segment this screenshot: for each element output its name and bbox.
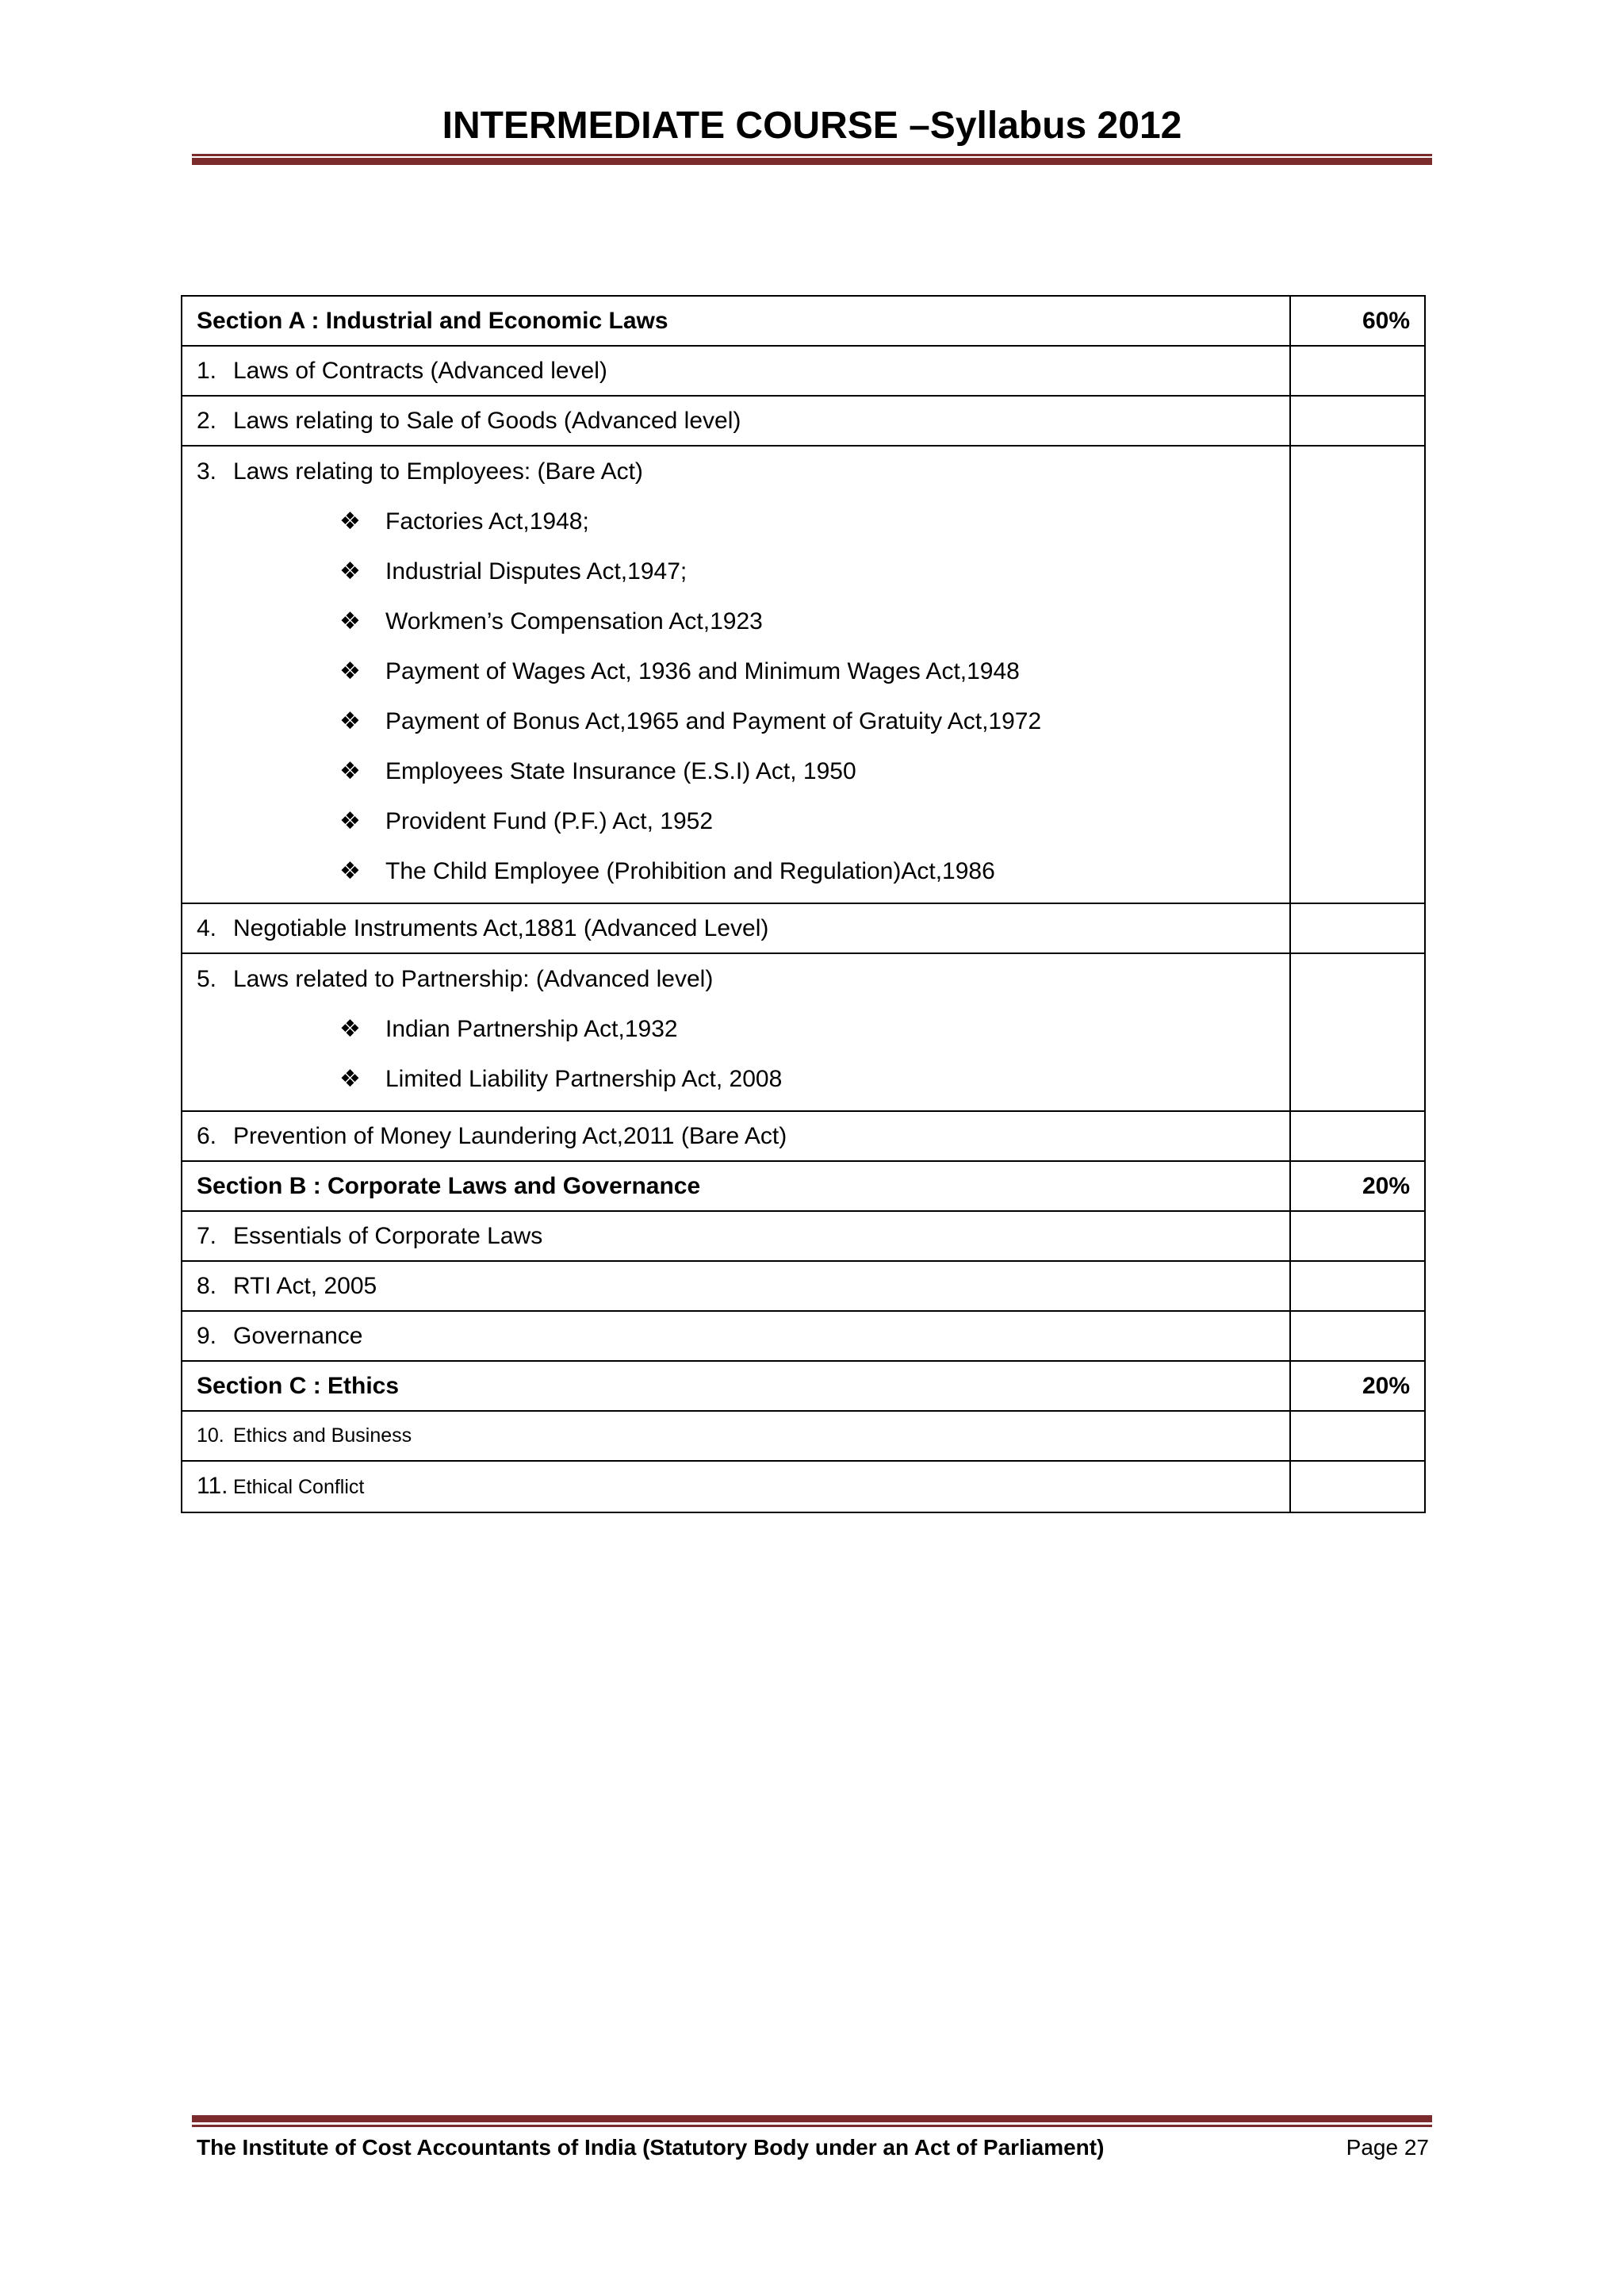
syllabus-item-row: [182, 1111, 1425, 1161]
bullet-item: [339, 846, 1275, 896]
diamond-bullet-icon: ❖: [339, 508, 361, 535]
bullet-text: Employees State Insurance (E.S.I) Act, 1950: [385, 758, 856, 784]
diamond-bullet-icon: ❖: [339, 608, 361, 634]
weight-cell: [1290, 346, 1425, 396]
item-text: Negotiable Instruments Act,1881 (Advanced Level): [233, 915, 769, 941]
syllabus-item-row: [182, 1411, 1425, 1461]
section-b-weight: 20%: [1290, 1161, 1425, 1211]
weight-cell: [1290, 446, 1425, 903]
diamond-bullet-icon: ❖: [339, 858, 361, 884]
bullet-text: Indian Partnership Act,1932: [385, 1016, 678, 1042]
weight-cell: [1290, 953, 1425, 1111]
item-number: 4.: [197, 915, 217, 941]
diamond-bullet-icon: ❖: [339, 1016, 361, 1042]
bullet-item: [339, 796, 1275, 846]
diamond-bullet-icon: ❖: [339, 808, 361, 834]
bullet-list: [197, 496, 1275, 896]
bullet-text: Factories Act,1948;: [385, 508, 589, 535]
bullet-item: [339, 546, 1275, 596]
syllabus-item: [182, 346, 1290, 396]
syllabus-item-row: [182, 1461, 1425, 1512]
section-c-title: Section C : Ethics: [182, 1361, 1290, 1411]
weight-cell: [1290, 1311, 1425, 1361]
item-number: 5.: [197, 966, 217, 992]
bullet-item: [339, 496, 1275, 546]
syllabus-table: [181, 295, 1426, 1513]
bullet-item: [339, 1004, 1275, 1054]
item-number: 11.: [197, 1473, 228, 1499]
header-rule-thick: [192, 158, 1432, 165]
syllabus-item: [182, 1411, 1290, 1461]
item-number: 7.: [197, 1223, 217, 1249]
bullet-text: Provident Fund (P.F.) Act, 1952: [385, 808, 714, 834]
item-text: Laws relating to Sale of Goods (Advanced level): [233, 408, 741, 434]
item-number: 9.: [197, 1323, 217, 1349]
section-b-title: Section B : Corporate Laws and Governance: [182, 1161, 1290, 1211]
syllabus-item: [182, 1261, 1290, 1311]
item-number: 2.: [197, 408, 217, 434]
syllabus-item-row: [182, 446, 1425, 903]
item-text: Essentials of Corporate Laws: [233, 1223, 543, 1249]
item-text: Ethical Conflict: [233, 1476, 365, 1498]
bullet-text: Payment of Bonus Act,1965 and Payment of Gratuity Act,1972: [385, 708, 1042, 734]
bullet-item: [339, 596, 1275, 646]
diamond-bullet-icon: ❖: [339, 658, 361, 684]
syllabus-item-row: [182, 1211, 1425, 1261]
item-text: Laws relating to Employees: (Bare Act): [233, 458, 643, 485]
bullet-item: [339, 1054, 1275, 1104]
syllabus-item-row: [182, 346, 1425, 396]
syllabus-item: [182, 953, 1290, 1111]
diamond-bullet-icon: ❖: [339, 758, 361, 784]
section-a-title: Section A : Industrial and Economic Laws: [182, 296, 1290, 346]
bullet-text: Limited Liability Partnership Act, 2008: [385, 1066, 783, 1092]
section-c-row: [182, 1361, 1425, 1411]
weight-cell: [1290, 1411, 1425, 1461]
weight-cell: [1290, 1111, 1425, 1161]
weight-cell: [1290, 1211, 1425, 1261]
item-text: Governance: [233, 1323, 363, 1349]
syllabus-item-row: [182, 953, 1425, 1111]
syllabus-item: [182, 396, 1290, 446]
header-rule-thin: [192, 154, 1432, 156]
diamond-bullet-icon: ❖: [339, 558, 361, 585]
bullet-item: [339, 646, 1275, 696]
syllabus-item: [182, 903, 1290, 953]
weight-cell: [1290, 1261, 1425, 1311]
syllabus-item-row: [182, 1311, 1425, 1361]
bullet-text: The Child Employee (Prohibition and Regulation)Act,1986: [385, 858, 995, 884]
page-number: Page 27: [1346, 2135, 1429, 2160]
section-a-row: [182, 296, 1425, 346]
item-text: Laws of Contracts (Advanced level): [233, 358, 607, 384]
section-b-row: [182, 1161, 1425, 1211]
item-text: RTI Act, 2005: [233, 1273, 377, 1299]
item-number: 10.: [197, 1424, 224, 1447]
item-number: 6.: [197, 1123, 217, 1149]
syllabus-item: [182, 1211, 1290, 1261]
bullet-text: Workmen’s Compensation Act,1923: [385, 608, 763, 634]
section-c-weight: 20%: [1290, 1361, 1425, 1411]
weight-cell: [1290, 1461, 1425, 1512]
syllabus-item-row: [182, 903, 1425, 953]
bullet-text: Payment of Wages Act, 1936 and Minimum Wages Act,1948: [385, 658, 1020, 684]
item-number: 3.: [197, 458, 217, 485]
syllabus-item-row: [182, 1261, 1425, 1311]
syllabus-item: [182, 1461, 1290, 1512]
footer-rule-thick: [192, 2115, 1432, 2122]
weight-cell: [1290, 903, 1425, 953]
syllabus-item: [182, 446, 1290, 903]
bullet-text: Industrial Disputes Act,1947;: [385, 558, 688, 585]
footer-rule-thin: [192, 2125, 1432, 2127]
footer-institute: The Institute of Cost Accountants of India (Statutory Body under an Act of Parliament): [197, 2135, 1105, 2160]
syllabus-item: [182, 1111, 1290, 1161]
item-number: 8.: [197, 1273, 217, 1299]
section-a-weight: 60%: [1290, 296, 1425, 346]
item-text: Prevention of Money Laundering Act,2011 (Bare Act): [233, 1123, 787, 1149]
item-text: Laws related to Partnership: (Advanced level): [233, 966, 714, 992]
item-text: Ethics and Business: [233, 1424, 412, 1447]
syllabus-item: [182, 1311, 1290, 1361]
syllabus-item-row: [182, 396, 1425, 446]
diamond-bullet-icon: ❖: [339, 708, 361, 734]
item-number: 1.: [197, 358, 217, 384]
weight-cell: [1290, 396, 1425, 446]
page-header-title: INTERMEDIATE COURSE –Syllabus 2012: [442, 105, 1182, 147]
bullet-item: [339, 746, 1275, 796]
diamond-bullet-icon: ❖: [339, 1066, 361, 1092]
bullet-list: [197, 1004, 1275, 1104]
bullet-item: [339, 696, 1275, 746]
